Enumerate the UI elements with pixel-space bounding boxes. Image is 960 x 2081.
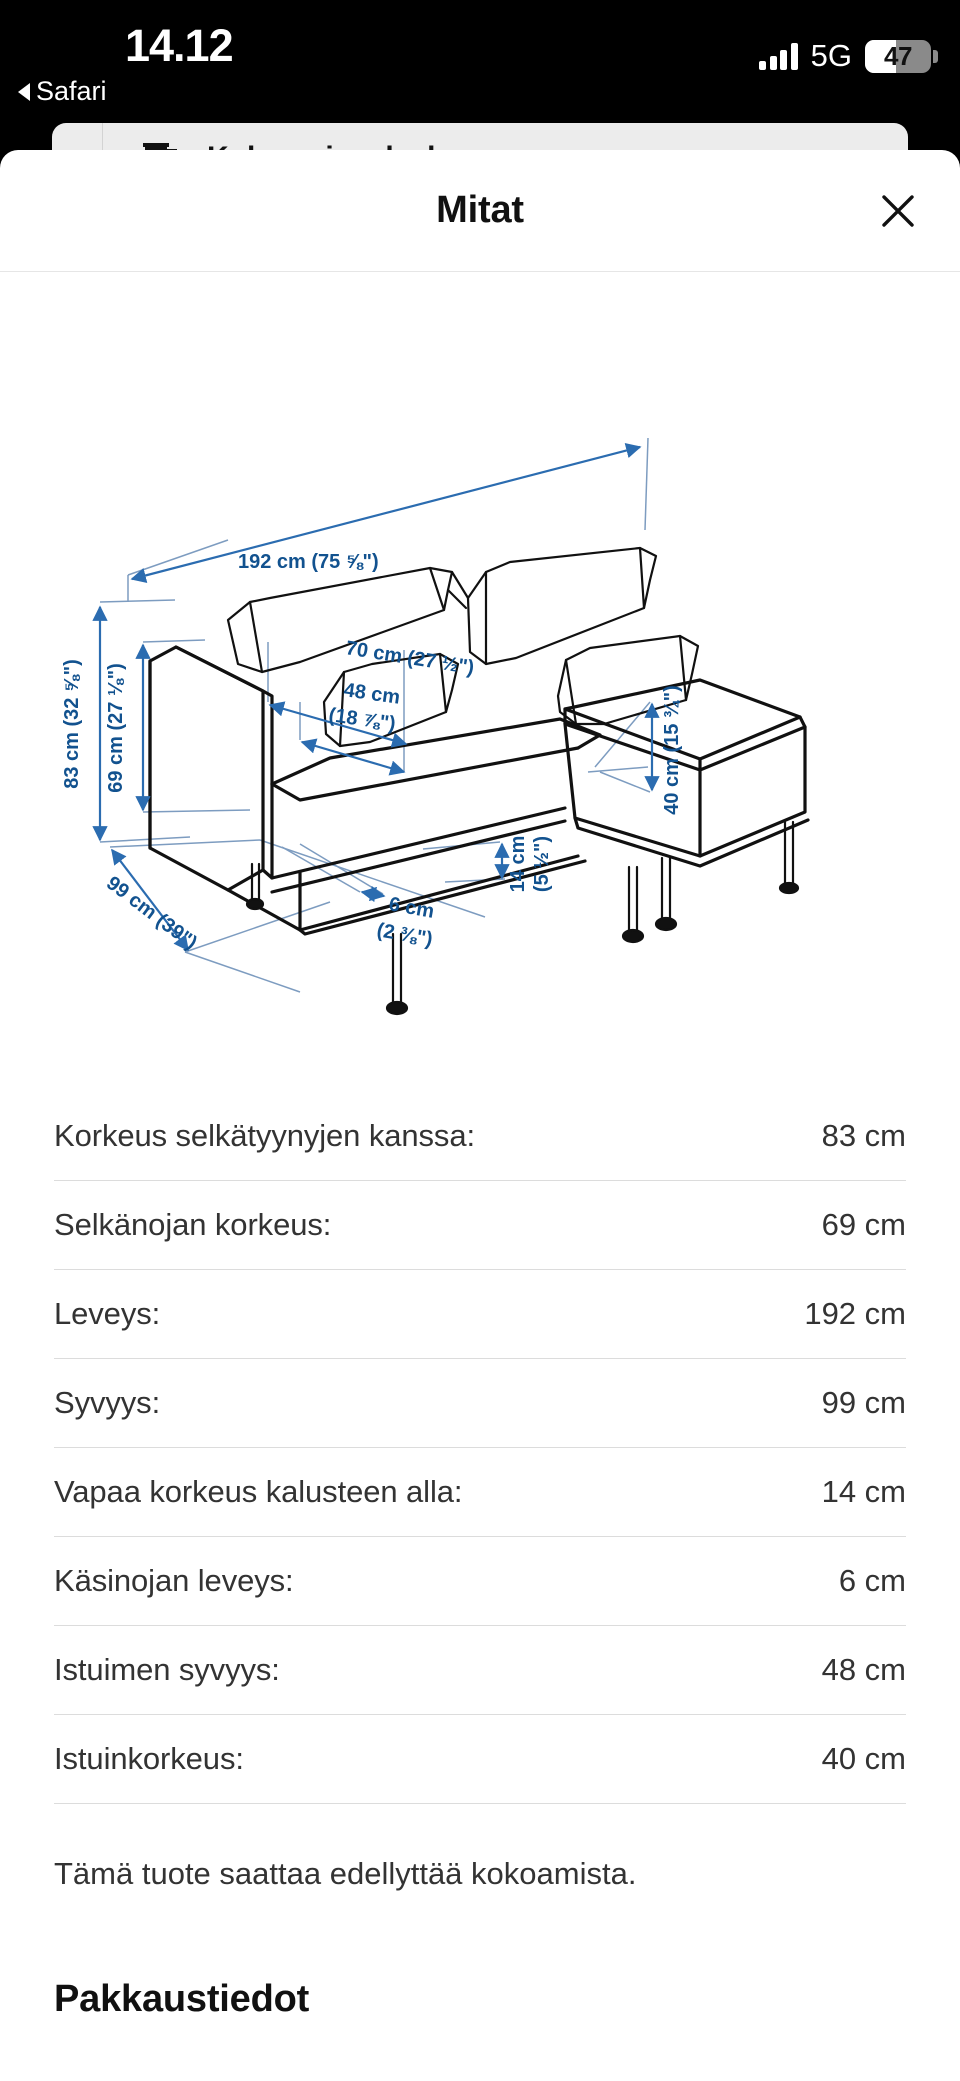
spec-label: Leveys:	[54, 1296, 161, 1331]
spec-value: 48 cm	[821, 1652, 906, 1687]
back-to-safari-link[interactable]	[18, 76, 107, 107]
network-type-label: 5G	[810, 38, 852, 73]
dim-label-clearance: 14 cm	[507, 835, 529, 893]
table-row	[54, 1626, 906, 1715]
dim-label-armrest: 6 cm	[387, 893, 436, 923]
spec-label: Syvyys:	[54, 1385, 161, 1420]
back-link-label: Safari	[36, 76, 107, 106]
spec-label: Käsinojan leveys:	[54, 1563, 294, 1598]
packaging-section-heading: Pakkaustiedot	[54, 1978, 310, 2020]
modal-title: Mitat	[436, 189, 524, 231]
spec-label: Selkänojan korkeus:	[54, 1207, 332, 1242]
table-row	[54, 1359, 906, 1448]
table-row	[54, 1270, 906, 1359]
dim-label-armrest-inches: (2 ⅜")	[375, 919, 435, 951]
measurements-modal-sheet	[0, 150, 960, 2081]
dim-label-width: 192 cm (75 ⅝")	[238, 551, 379, 573]
modal-header	[0, 150, 960, 272]
dim-label-back-height: 69 cm (27 ⅛")	[105, 663, 127, 793]
battery-icon	[865, 40, 938, 73]
table-row	[54, 1448, 906, 1537]
dim-label-seat-depth-48: 48 cm	[342, 679, 402, 709]
spec-value: 83 cm	[821, 1118, 906, 1153]
spec-value: 69 cm	[821, 1207, 906, 1242]
table-row	[54, 1092, 906, 1181]
battery-nub	[933, 50, 938, 63]
spec-label: Istuimen syvyys:	[54, 1652, 280, 1687]
spec-value: 99 cm	[821, 1385, 906, 1420]
ios-status-bar	[0, 0, 960, 122]
dimensions-diagram	[0, 272, 960, 1082]
status-bar-indicators	[759, 38, 938, 74]
dim-label-depth: 99 cm (39")	[102, 872, 202, 955]
cellular-signal-icon	[759, 43, 798, 70]
table-row	[54, 1715, 906, 1804]
spec-value: 6 cm	[838, 1563, 906, 1598]
spec-label: Vapaa korkeus kalusteen alla:	[54, 1474, 463, 1509]
spec-label: Istuinkorkeus:	[54, 1741, 244, 1776]
dim-label-seat-depth-70: 70 cm (27 ½")	[344, 637, 476, 680]
dim-label-height: 83 cm (32 ⅝")	[61, 659, 83, 789]
table-row	[54, 1181, 906, 1270]
table-row	[54, 1537, 906, 1626]
measurements-table	[0, 1092, 960, 1804]
close-icon[interactable]	[870, 183, 926, 239]
assembly-note: Tämä tuote saattaa edellyttää kokoamista.	[54, 1856, 637, 1891]
dim-label-seat-depth-48-inches: (18 ⅞")	[327, 704, 398, 736]
dim-label-seat-height: 40 cm (15 ¾")	[661, 685, 683, 815]
battery-percent-label: 47	[884, 40, 912, 71]
spec-label: Korkeus selkätyynyjen kanssa:	[54, 1118, 475, 1153]
spec-value: 40 cm	[821, 1741, 906, 1776]
status-bar-clock: 14.12	[125, 20, 233, 71]
spec-value: 14 cm	[821, 1474, 906, 1509]
spec-value: 192 cm	[804, 1296, 906, 1331]
dim-label-clearance-inches: (5 ½")	[531, 835, 553, 893]
back-triangle-icon	[18, 83, 30, 101]
